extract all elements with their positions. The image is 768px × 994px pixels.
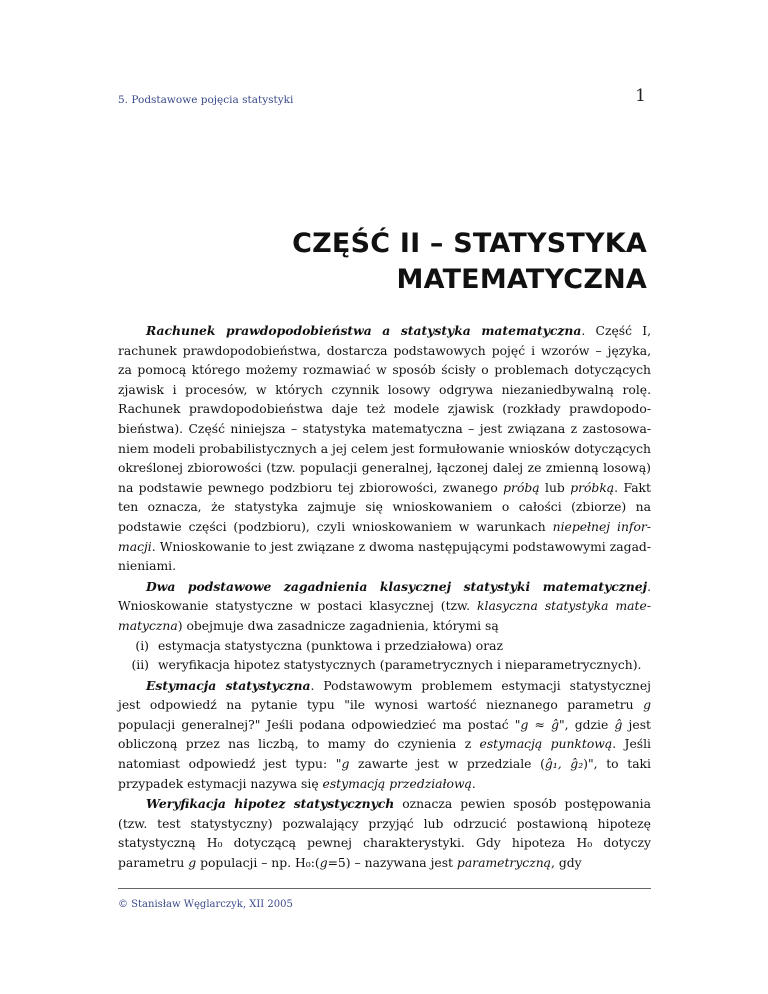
paragraph-two-problems	[118, 577, 651, 637]
math-symbol: g	[341, 757, 350, 772]
paragraph-text: . Część I, rachunek prawdopodobieństwa, dostarcza podstawowych pojęć i wzorów – języka, za pomocą którego możemy rozmawiać w sposób ścisły o problemach dotyczących zjawisk i procesów, w których czynnik losowy odgrywa niezaniedbywalną rolę. Rachunek prawdopodobieństwa daje też modele zjawisk (rozkłady prawdopodobieństwa). Część niniejsza – statystyka matematyczna – jest związana z zastosowaniem modeli probabilistycznych a jej celem jest formułowanie wniosków dotyczących określonej zbiorowości (tzw. populacji generalnej, łączonej dalej ze zmienną losową) na podstawie pewnego podzbioru tej zbiorowości, zwanego	[118, 324, 651, 495]
chapter-title-line1: CZĘŚĆ II – STATYSTYKA	[292, 228, 647, 259]
paragraph-text: =5) – nazywana jest	[327, 856, 457, 871]
math-symbol: g	[643, 698, 651, 713]
paragraph-text: populacji – np. H₀:(	[196, 856, 320, 871]
emphasis: niepełnej informacji	[118, 519, 651, 554]
page-header	[118, 86, 650, 106]
chapter-title	[292, 226, 647, 298]
emphasis: estymacją punktową	[479, 737, 613, 752]
math-symbol: g	[520, 717, 529, 732]
paragraph-text: jest obliczoną przez nas liczbą, to mamy do czynienia z	[118, 717, 651, 752]
math-symbol: ĝ₁, ĝ₂	[544, 757, 584, 772]
math-symbol: ĝ	[551, 717, 559, 732]
paragraph-text: . Jeśli natomiast odpowiedź jest typu: "	[118, 737, 651, 772]
paragraph-text: , gdy	[551, 856, 582, 871]
paragraph-estimation	[118, 676, 651, 795]
paragraph-text: . Wnioskowanie to jest związane z dwoma następującymi podstawowymi zagadnieniami.	[118, 539, 651, 574]
list-item-text: weryfikacja hipotez statystycznych (parametrycznych i nieparametrycznych).	[158, 658, 642, 673]
paragraph-text: .	[471, 776, 476, 791]
math-symbol: ĝ	[614, 717, 623, 732]
chapter-title-line2: MATEMATYCZNA	[396, 264, 647, 295]
list-item	[118, 637, 651, 657]
math-symbol: g	[188, 856, 197, 871]
paragraph-text: ≈	[528, 717, 552, 732]
paragraph-hypothesis-testing	[118, 794, 651, 873]
paragraph-lead: Weryfikacja hipotez statystycznych	[146, 796, 395, 812]
list-item-number: (i)	[135, 638, 149, 653]
emphasis: estymacją przedziałową	[322, 776, 472, 791]
emphasis: próbką	[570, 480, 615, 495]
body-text	[118, 321, 651, 874]
paragraph-lead: Dwa podstawowe zagadnienia klasycznej statystyki matematycznej	[146, 578, 648, 594]
paragraph-text: ) obejmuje dwa zasadnicze zagadnienia, którymi są	[177, 618, 499, 633]
page-number: 1	[635, 86, 646, 106]
paragraph-text: . Wnioskowanie statystyczne w postaci klasycznej (tzw.	[118, 579, 651, 614]
paragraph-probability-vs-statistics	[118, 321, 651, 577]
footer-copyright: © Stanisław Węglarczyk, XII 2005	[118, 899, 293, 910]
paragraph-text: lub	[539, 480, 571, 495]
list-item	[118, 656, 651, 676]
paragraph-text: . Fakt ten oznacza, że statystyka zajmuje się wnioskowaniem o całości (zbiorze) na podstawie części (podzbioru), czyli wnioskowaniem w warunkach	[118, 480, 651, 534]
list-item-text: estymacja statystyczna (punktowa i przedziałowa) oraz	[158, 638, 503, 653]
paragraph-text: zawarte jest w przedziale (	[349, 757, 545, 772]
paragraph-lead: Rachunek prawdopodobieństwa a statystyka matematyczna	[146, 323, 582, 338]
paragraph-text: )", to taki przypadek estymacji nazywa się	[118, 757, 651, 791]
math-symbol: g	[319, 856, 328, 871]
paragraph-lead: Estymacja statystyczna	[146, 677, 311, 693]
emphasis: klasyczna statystyka matematyczna	[118, 599, 651, 633]
footer-divider	[118, 888, 651, 889]
paragraph-text: oznacza pewien sposób postępowania (tzw. test statystyczny) pozwalający przyjąć lub odrzucić postawioną hipotezę statystyczną H₀ dotyczącą pewnej charakterystyki. Gdy hipoteza H₀ dotyczy parametru	[118, 797, 651, 871]
emphasis: parametryczną	[456, 856, 552, 871]
paragraph-text: . Podstawowym problemem estymacji statystycznej jest odpowiedź na pytanie typu "ile wynosi wartość nieznanego parametru	[118, 678, 652, 713]
list-item-number: (ii)	[131, 658, 149, 673]
running-head: 5. Podstawowe pojęcia statystyki	[118, 94, 294, 106]
emphasis: próbą	[503, 480, 540, 495]
paragraph-text: ", gdzie	[558, 717, 615, 732]
paragraph-text: populacji generalnej?" Jeśli podana odpowiedzieć ma postać "	[118, 717, 521, 732]
